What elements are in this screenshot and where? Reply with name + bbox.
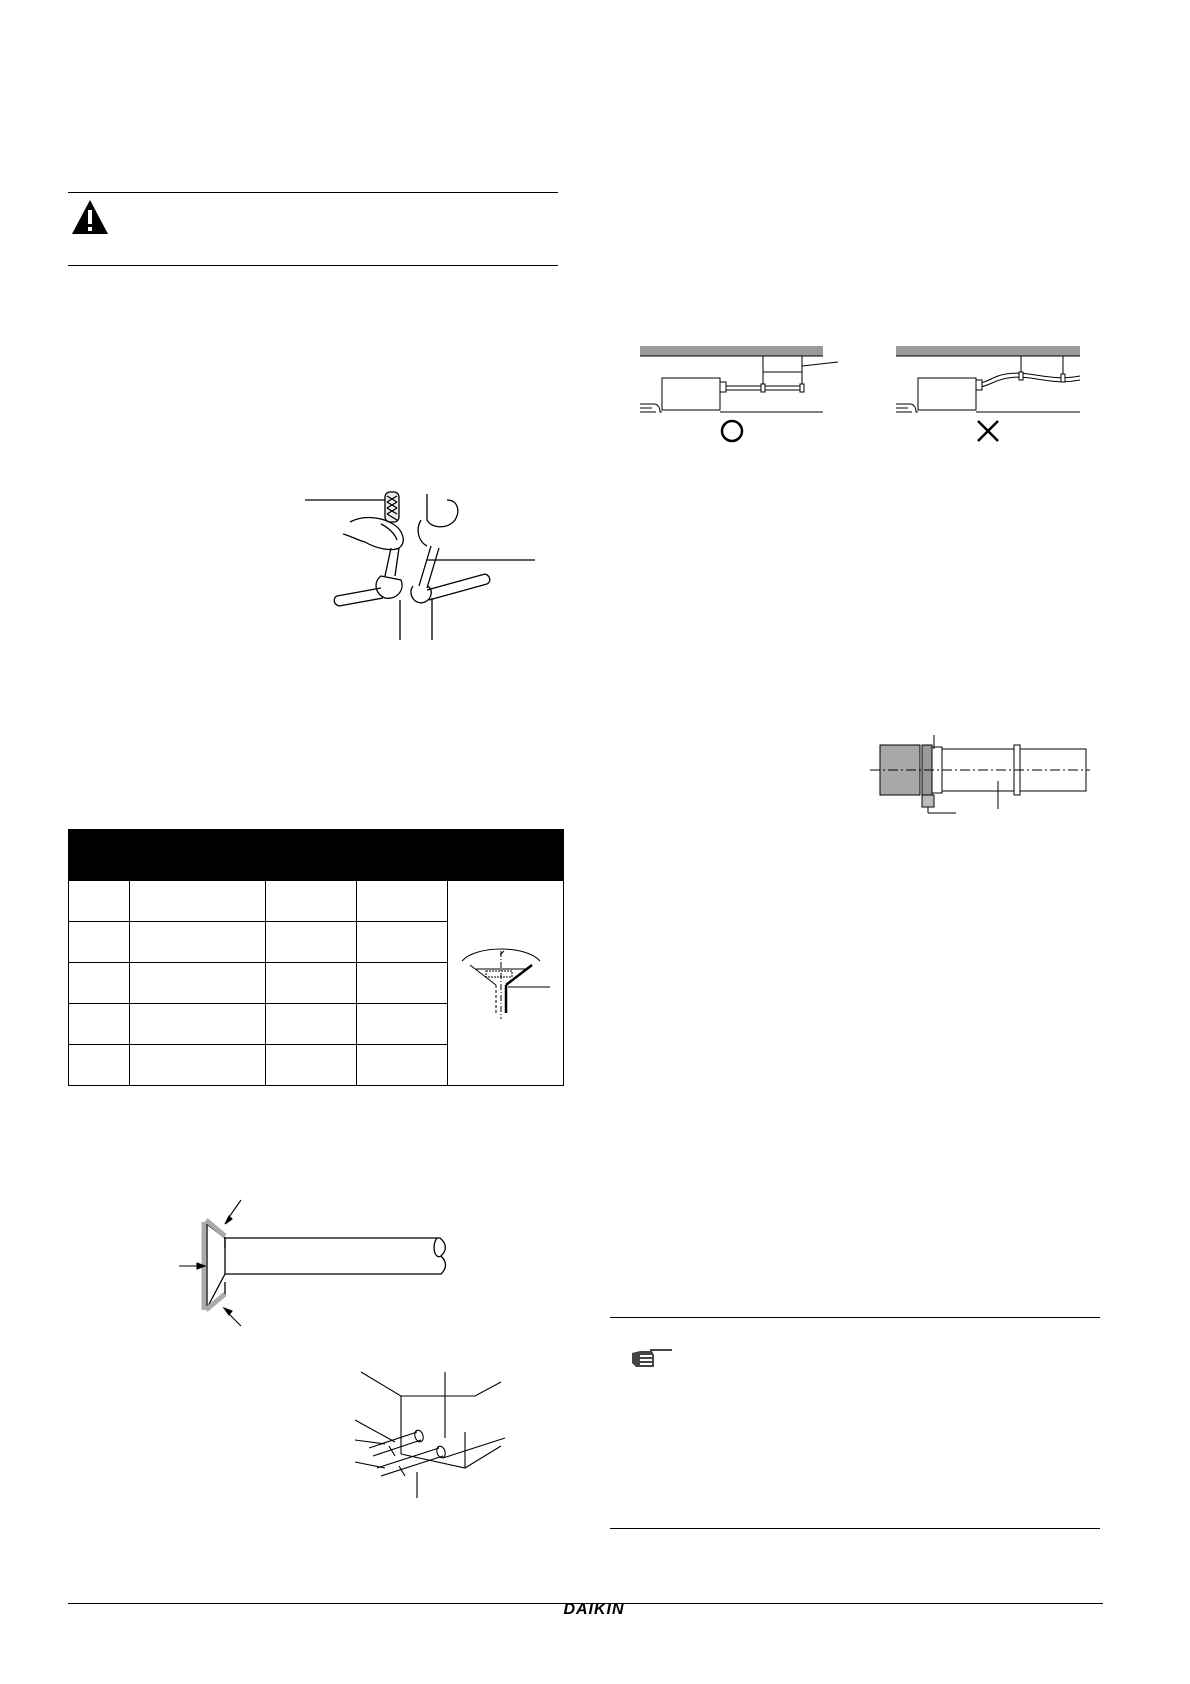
table-cell bbox=[266, 881, 357, 922]
table-header-cell bbox=[266, 830, 357, 881]
ng-cross-icon bbox=[978, 421, 998, 441]
pipe-insulation-figure bbox=[870, 735, 1090, 825]
table-header-cell bbox=[357, 830, 448, 881]
flare-dimension-table bbox=[68, 829, 564, 1086]
table-cell bbox=[357, 881, 448, 922]
table-header-row bbox=[69, 830, 564, 881]
table-cell bbox=[130, 1045, 266, 1086]
two-wrenches-figure bbox=[315, 490, 555, 650]
ceiling-slab bbox=[896, 346, 1080, 356]
table-row bbox=[69, 881, 564, 922]
table-cell bbox=[69, 1045, 130, 1086]
note-bottom-rule bbox=[610, 1528, 1100, 1529]
ceiling-slab bbox=[640, 346, 823, 356]
wall-penetration-figure bbox=[355, 1372, 525, 1512]
table-cell bbox=[130, 922, 266, 963]
table-cell bbox=[69, 881, 130, 922]
table-cell bbox=[69, 1004, 130, 1045]
pipe-support-figure bbox=[640, 346, 1080, 446]
table-cell bbox=[130, 963, 266, 1004]
table-cell bbox=[357, 1045, 448, 1086]
table-cell bbox=[266, 963, 357, 1004]
ok-circle-icon bbox=[722, 421, 742, 441]
table-cell bbox=[357, 1004, 448, 1045]
flare-cross-section-diagram bbox=[456, 941, 556, 1021]
table-cell bbox=[266, 1004, 357, 1045]
brand-logo: DAIKIN bbox=[563, 1601, 625, 1618]
table-header-cell bbox=[130, 830, 266, 881]
table-cell bbox=[69, 963, 130, 1004]
pointing-hand-icon bbox=[630, 1347, 674, 1369]
warning-top-rule bbox=[68, 192, 558, 193]
table-cell bbox=[266, 1045, 357, 1086]
table-header-cell bbox=[448, 830, 564, 881]
table-cell bbox=[266, 922, 357, 963]
warning-bottom-rule bbox=[68, 265, 558, 266]
table-cell bbox=[130, 1004, 266, 1045]
table-cell bbox=[357, 963, 448, 1004]
warning-triangle-icon bbox=[70, 198, 110, 236]
flare-section-cell bbox=[448, 881, 564, 1086]
flared-pipe-figure bbox=[185, 1198, 485, 1328]
table-cell bbox=[69, 922, 130, 963]
table-cell bbox=[130, 881, 266, 922]
table-cell bbox=[357, 922, 448, 963]
note-top-rule bbox=[610, 1317, 1100, 1318]
table-header-cell bbox=[69, 830, 130, 881]
